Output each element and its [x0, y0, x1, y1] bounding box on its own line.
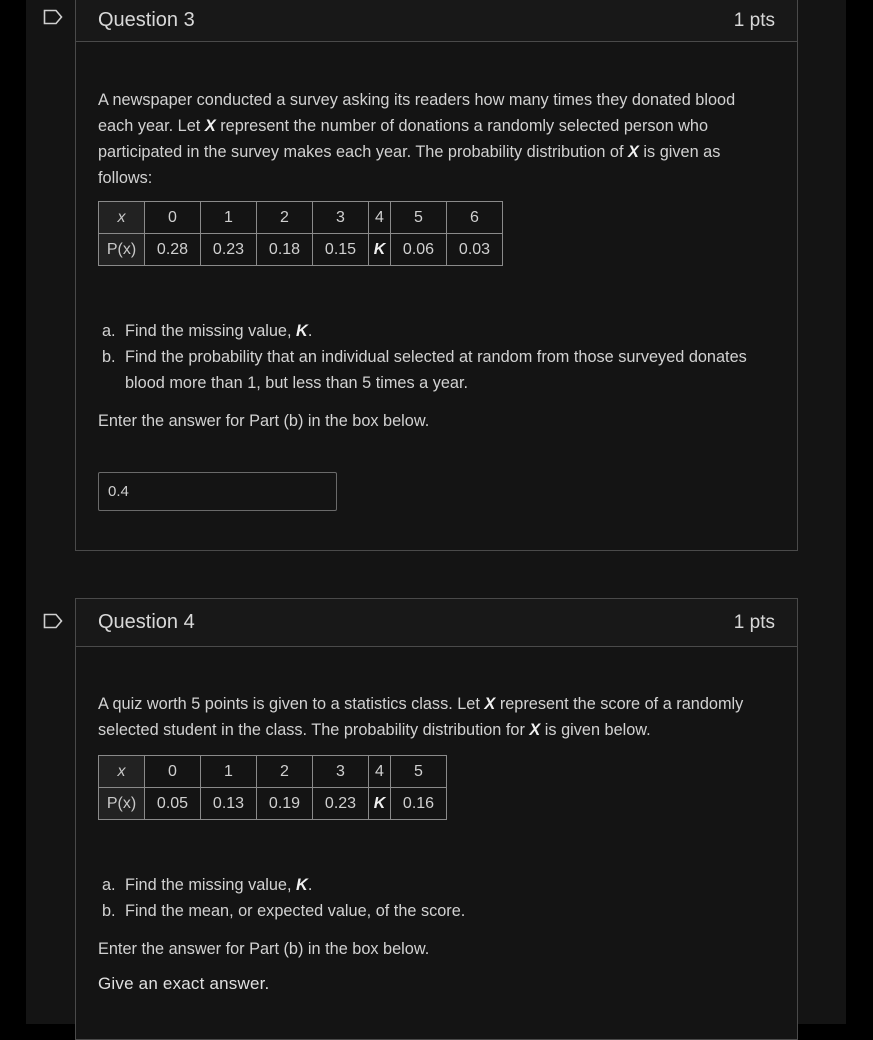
list-item: b. Find the mean, or expected value, of the score.	[102, 902, 466, 920]
table-cell: 0.28	[145, 234, 201, 266]
table-cell: 3	[313, 202, 369, 234]
question-3-header	[76, 0, 797, 42]
table-cell: 6	[447, 202, 503, 234]
list-item: a. Find the missing value, K.	[102, 876, 313, 894]
question-4-points: 1 pts	[733, 611, 775, 633]
table-cell: 0	[145, 202, 201, 234]
table-cell: 0.03	[447, 234, 503, 266]
table-cell: 0.19	[257, 788, 313, 820]
question-4-exact-note: Give an exact answer.	[98, 974, 270, 993]
table-header-x: x	[99, 756, 145, 788]
table-cell: 0.23	[201, 234, 257, 266]
table-cell-k: K	[369, 234, 391, 266]
table-cell: 0.15	[313, 234, 369, 266]
table-cell: 2	[257, 756, 313, 788]
table-row	[99, 756, 447, 788]
table-row	[99, 202, 503, 234]
table-cell: 1	[201, 202, 257, 234]
question-4-instruction: Enter the answer for Part (b) in the box below.	[98, 940, 430, 958]
list-item: b. Find the probability that an individual selected at random from those surveyed donates blood more than 1, but less than 5 times a year.	[102, 348, 747, 392]
table-cell: 0.16	[391, 788, 447, 820]
table-cell: 5	[391, 756, 447, 788]
table-cell: 4	[369, 202, 391, 234]
question-3-distribution-table	[98, 201, 503, 266]
question-3-text: A newspaper conducted a survey asking its readers how many times they donated blood each year. Let X represent the number of donations a randomly selected person who participated in the survey makes each year. The probability distribution of X is given as follows:	[98, 91, 736, 187]
table-cell: 4	[369, 756, 391, 788]
table-cell: 2	[257, 202, 313, 234]
question-4-card	[75, 598, 798, 1040]
question-3-points: 1 pts	[733, 9, 775, 31]
flag-question-icon[interactable]	[43, 9, 63, 25]
list-item: a. Find the missing value, K.	[102, 322, 313, 340]
question-3-title: Question 3	[98, 9, 195, 31]
question-4-parts	[98, 872, 775, 924]
table-cell: 1	[201, 756, 257, 788]
table-header-px: P(x)	[99, 234, 145, 266]
question-3-parts	[98, 318, 775, 396]
flag-question-icon[interactable]	[43, 613, 63, 629]
table-cell: 0.18	[257, 234, 313, 266]
question-3-instruction: Enter the answer for Part (b) in the box below.	[98, 412, 430, 430]
question-3-card	[75, 0, 798, 551]
question-4-header	[76, 599, 797, 647]
question-4-text: A quiz worth 5 points is given to a statistics class. Let X represent the score of a randomly selected student in the class. The probability distribution for X is given below.	[98, 695, 744, 739]
table-cell: 0	[145, 756, 201, 788]
table-cell: 5	[391, 202, 447, 234]
table-row	[99, 234, 503, 266]
table-cell: 0.13	[201, 788, 257, 820]
table-header-px: P(x)	[99, 788, 145, 820]
table-cell: 3	[313, 756, 369, 788]
table-row	[99, 788, 447, 820]
table-cell: 0.06	[391, 234, 447, 266]
table-cell-k: K	[369, 788, 391, 820]
question-4-title: Question 4	[98, 611, 195, 633]
table-header-x: x	[99, 202, 145, 234]
question-3-answer-input[interactable]	[98, 472, 337, 511]
question-4-distribution-table	[98, 755, 447, 820]
table-cell: 0.05	[145, 788, 201, 820]
table-cell: 0.23	[313, 788, 369, 820]
